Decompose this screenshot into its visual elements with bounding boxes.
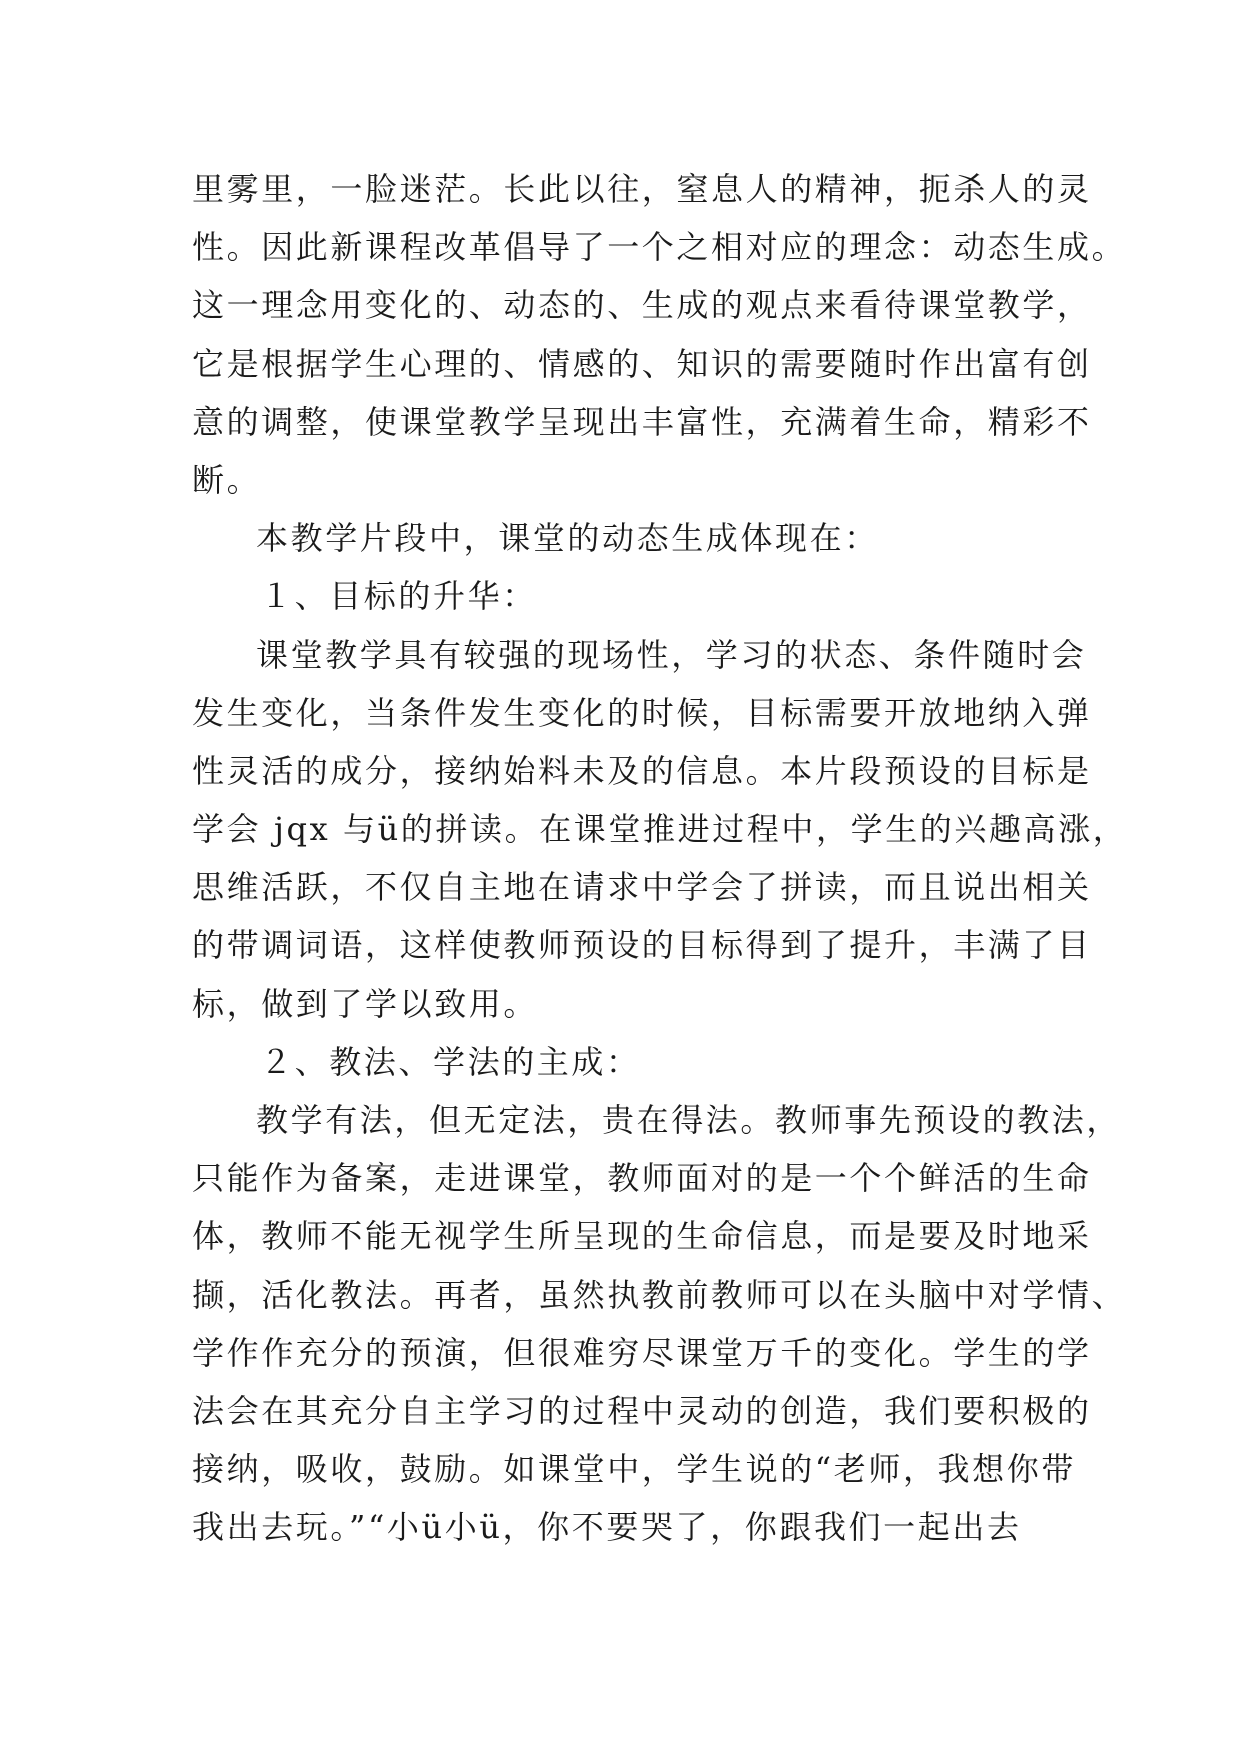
text-line-5: 意的调整，使课堂教学呈现出丰富性，充满着生命，精彩不	[192, 402, 1092, 441]
text-line-24: 我出去玩。”“小ü小ü，你不要哭了，你跟我们一起出去	[192, 1508, 1022, 1547]
section-heading-1: １、目标的升华：	[260, 577, 537, 616]
text-line-12: 学会 jqx 与ü的拼读。在课堂推进过程中，学生的兴趣高涨，	[192, 810, 1128, 849]
text-line-2: 性。因此新课程改革倡导了一个之相对应的理念：动态生成。	[192, 228, 1127, 267]
text-line-13: 思维活跃，不仅自主地在请求中学会了拼读，而且说出相关	[192, 868, 1092, 907]
text-line-4: 它是根据学生心理的、情感的、知识的需要随时作出富有创	[192, 344, 1092, 383]
text-line-21: 学作作充分的预演，但很难穷尽课堂万千的变化。学生的学	[192, 1333, 1092, 1372]
text-line-14: 的带调词语，这样使教师预设的目标得到了提升，丰满了目	[192, 926, 1092, 965]
text-line-15: 标，做到了学以致用。	[192, 984, 539, 1023]
text-line-9: 课堂教学具有较强的现场性，学习的状态、条件随时会	[256, 635, 1087, 674]
text-line-19: 体，教师不能无视学生所呈现的生命信息，而是要及时地采	[192, 1217, 1092, 1256]
text-line-1: 里雾里，一脸迷茫。长此以往，窒息人的精神，扼杀人的灵	[192, 170, 1092, 208]
text-line-6: 断。	[192, 460, 262, 499]
text-line-22: 法会在其充分自主学习的过程中灵动的创造，我们要积极的	[192, 1391, 1092, 1430]
text-line-3: 这一理念用变化的、动态的、生成的观点来看待课堂教学，	[192, 286, 1092, 325]
text-line-10: 发生变化，当条件发生变化的时候，目标需要开放地纳入弹	[192, 693, 1092, 732]
section-heading-2: ２、教法、学法的主成：	[260, 1042, 641, 1081]
text-line-17: 教学有法，但无定法，贵在得法。教师事先预设的教法，	[256, 1101, 1122, 1139]
text-line-7: 本教学片段中，课堂的动态生成体现在：	[256, 519, 879, 558]
text-line-18: 只能作为备案，走进课堂，教师面对的是一个个鲜活的生命	[192, 1159, 1092, 1198]
body-text	[192, 160, 1128, 1557]
text-line-11: 性灵活的成分，接纳始料未及的信息。本片段预设的目标是	[192, 751, 1092, 790]
text-line-23: 接纳，吸收，鼓励。如课堂中，学生说的“老师，我想你带	[192, 1450, 1076, 1489]
text-line-20: 撷，活化教法。再者，虽然执教前教师可以在头脑中对学情、	[192, 1275, 1127, 1314]
